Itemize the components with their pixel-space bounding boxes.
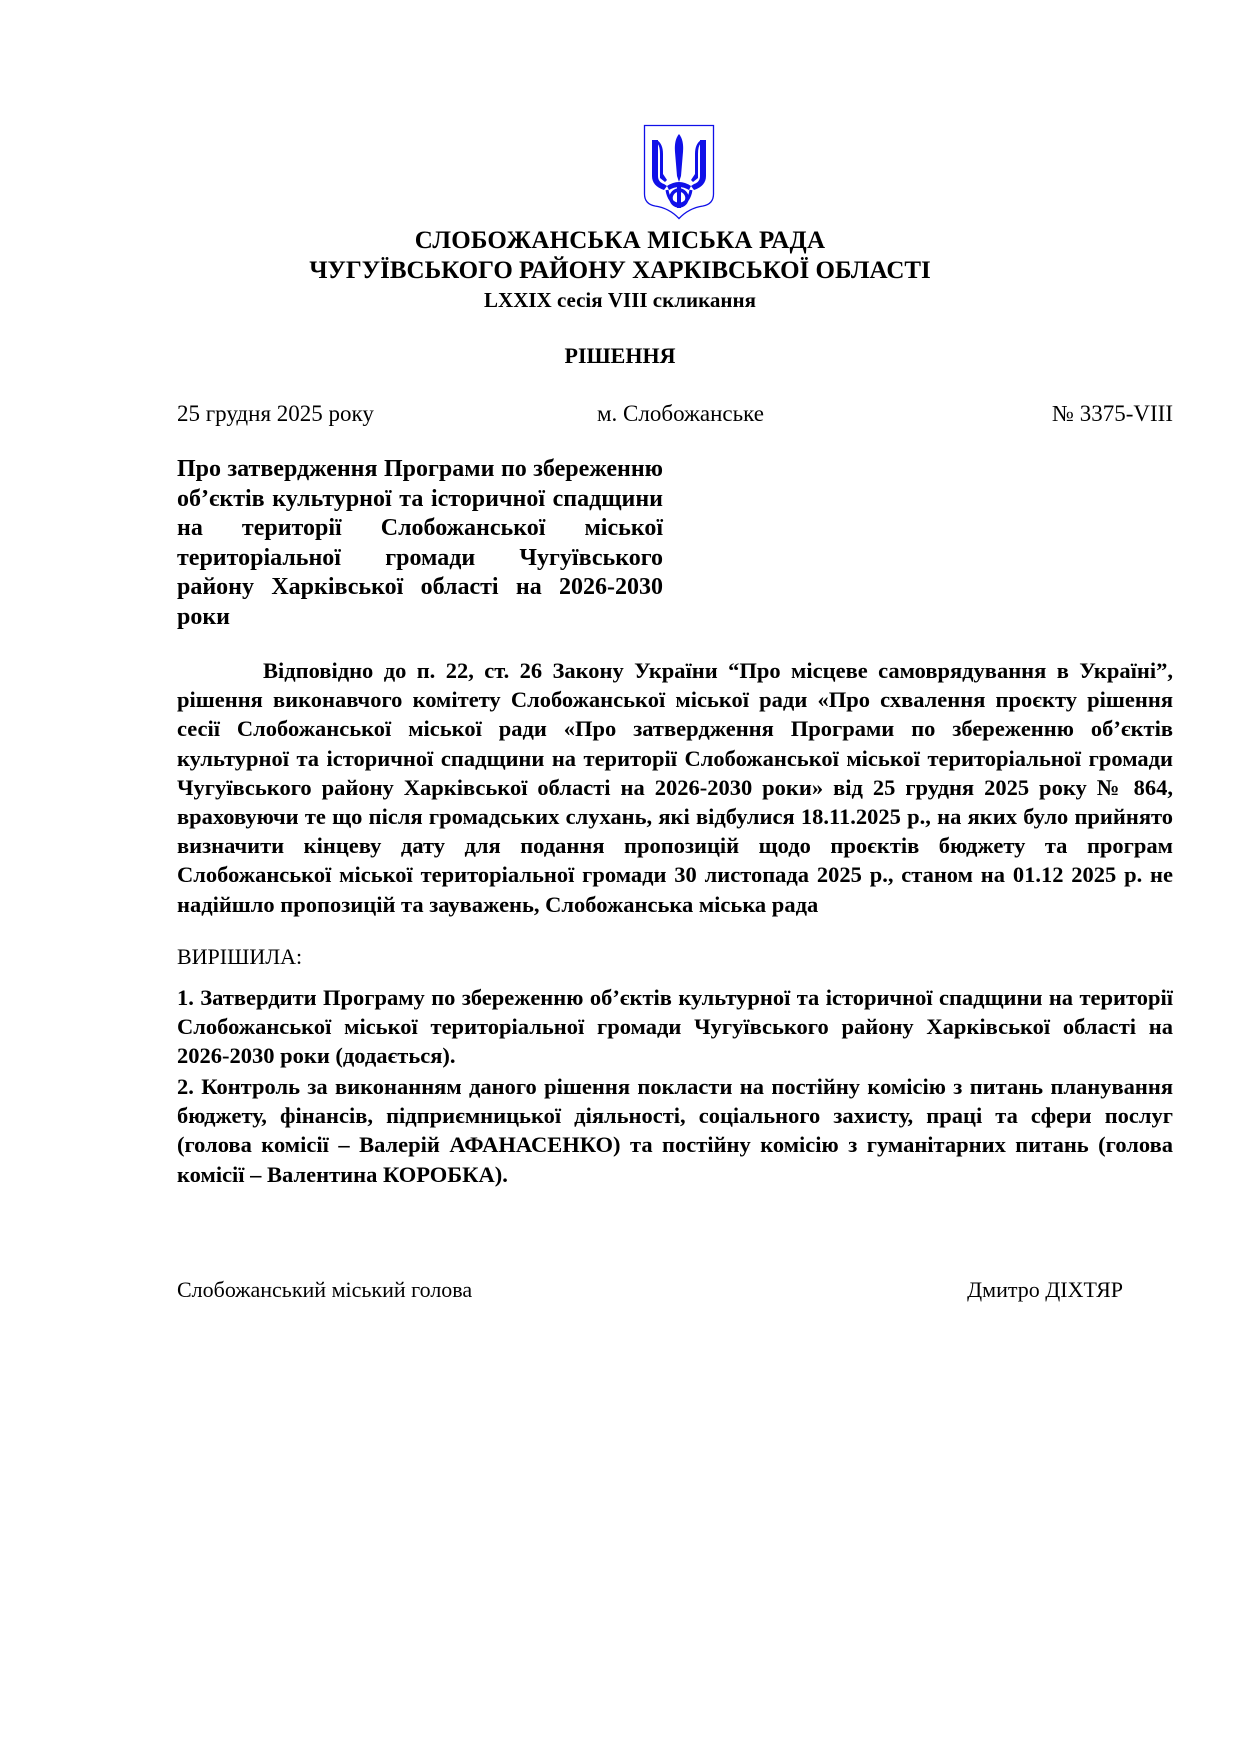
decision-subject: Про затвердження Програми по збереженню об’єктів культурної та історичної спадщини на території Слобожанської міської територіальної громади Чугуївського району Харківської області на 2026-2030 роки [177, 456, 663, 630]
session-label: LXXIX сесія VIII скликання [484, 288, 756, 312]
resolution-item-2: 2. Контроль за виконанням даного рішення покласти на постійну комісію з питань планування бюджету, фінансів, підприємницької діяльності, соціального захисту, праці та сфери послуг (голова комісії – Валерій АФАНАСЕНКО) та постійну комісію з гуманітарних питань (голова комісії – Валентина КОРОБКА). [177, 1074, 1173, 1187]
signature-block [177, 1276, 1123, 1304]
council-district: ЧУГУЇВСЬКОГО РАЙОНУ ХАРКІВСЬКОЇ ОБЛАСТІ [309, 257, 931, 284]
decision-number: № 3375-VIII [1052, 401, 1173, 426]
signatory-name: Дмитро ДІХТЯР [967, 1277, 1123, 1302]
preamble-paragraph: Відповідно до п. 22, ст. 26 Закону України “Про місцеве самоврядування в Україні”, рішення виконавчого комітету Слобожанської міської ради «Про схвалення проєкту рішення сесії Слобожанської міської ради «Про затвердження Програми по збереженню об’єктів культурної та історичної спадщини на території Слобожанської міської територіальної громади Чугуївського району Харківської області на 2026-2030 роки» від 25 грудня 2025 року № 864, враховуючи те що після громадських слухань, які відбулися 18.11.2025 р., на яких було прийнято визначити кінцеву дату для подання пропозицій щодо проєктів бюджету та програм Слобожанської міської територіальної громади 30 листопада 2025 р., станом на 01.12 2025 р. не надійшло пропозицій та зауважень, Слобожанська міська рада [177, 658, 1173, 917]
decision-date: 25 грудня 2025 року [177, 401, 374, 426]
document-type-heading: РІШЕННЯ [564, 343, 676, 368]
coat-of-arms-of-ukraine-icon [643, 124, 715, 220]
resolved-label: ВИРІШИЛА: [177, 944, 303, 969]
resolution-item-1: 1. Затвердити Програму по збереженню об’єктів культурної та історичної спадщини на території Слобожанської міської територіальної громади Чугуївського району Харківської області на 2026-2030 роки (додається). [177, 985, 1173, 1069]
decision-meta-row [177, 400, 1173, 428]
decision-place: м. Слобожанське [597, 401, 764, 426]
council-name: СЛОБОЖАНСЬКА МІСЬКА РАДА [414, 227, 826, 254]
signatory-position: Слобожанський міський голова [177, 1277, 473, 1302]
